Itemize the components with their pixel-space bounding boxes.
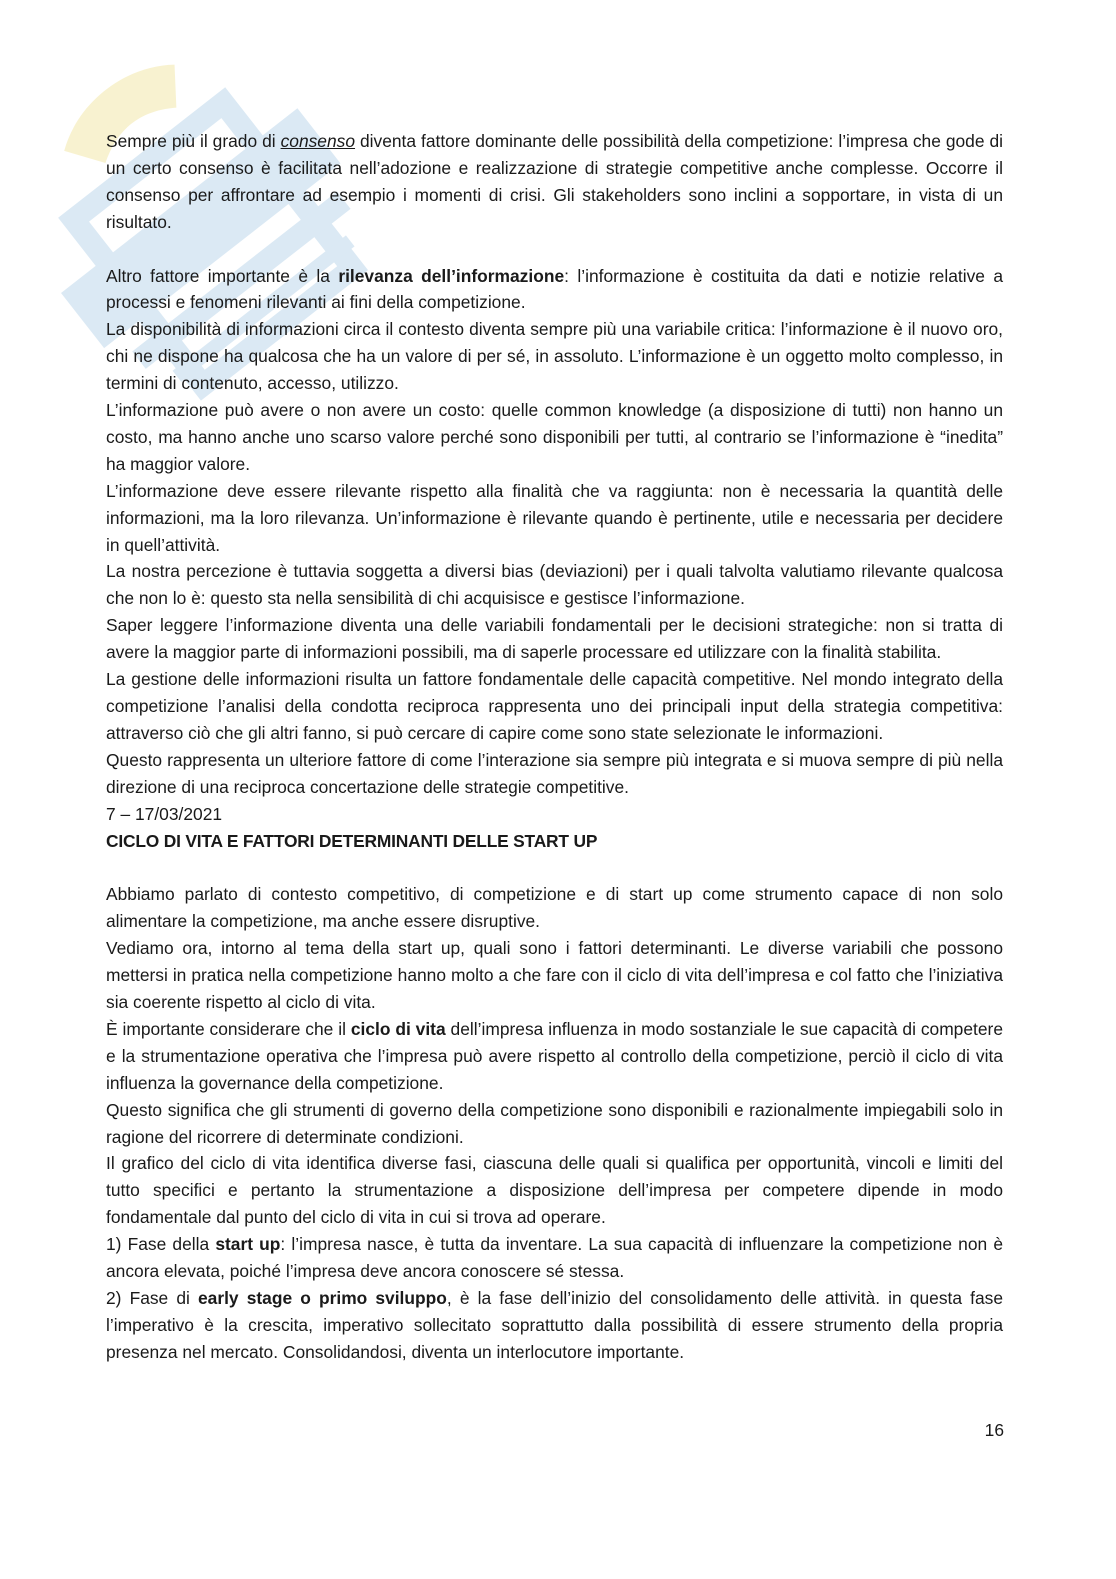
paragraph-contesto: Abbiamo parlato di contesto competitivo, di competizione e di start up come strumento capace di non solo alimentare la competizione, ma anche essere disruptive. [106, 884, 1003, 932]
paragraph-costo: L’informazione può avere o non avere un costo: quelle common knowledge (a disposizione di tutti) non hanno un costo, ma hanno anche uno scarso valore perché sono disponibili per tutti, al contrario se l’informazione è “inedita” ha maggior valore. [106, 400, 1003, 474]
paragraph-saper-leggere: Saper leggere l’informazione diventa una delle variabili fondamentali per le decisioni strategiche: non si tratta di avere la maggior parte di informazioni possibili, ma di saperle processare ed utilizzare con la finalità stabilita. [106, 615, 1003, 663]
term-consenso: consenso [280, 131, 356, 151]
paragraph-rilevanza: Altro fattore importante è la rilevanza dell’informazione: l’informazione è costituita da dati e notizie relative a processi e fenomeni rilevanti ai fini della competizione. [106, 265, 1003, 313]
paragraph-strumenti: Questo significa che gli strumenti di governo della competizione sono disponibili e razionalmente impiegabili solo in ragione del ricorrere di determinate condizioni. [106, 1099, 1003, 1147]
page-number: 16 [984, 1420, 1004, 1440]
paragraph-interazione: Questo rappresenta un ulteriore fattore di come l’interazione sia sempre più integrata e si muova sempre di più nella direzione di una reciproca concertazione delle strategie competitive. [106, 749, 1003, 797]
paragraph-grafico: Il grafico del ciclo di vita identifica diverse fasi, ciascuna delle quali si qualifica per opportunità, vincoli e limiti del tutto specifici e pertanto la strumentazione a disposizione dell’impresa per competere dipende in modo fondamentale dal punto del ciclo di vita in cui si trova ad operare. [106, 1153, 1003, 1228]
term-early-stage: early stage o primo sviluppo [197, 1287, 447, 1308]
term-start-up: start up [215, 1234, 281, 1255]
paragraph-finalita: L’informazione deve essere rilevante rispetto alla finalità che va raggiunta: non è necessaria la quantità delle informazioni, ma la loro rilevanza. Un’informazione è rilevante quando è pertinente, utile e necessaria per decidere in quell’attività. [106, 480, 1003, 555]
paragraph-fase-start-up: 1) Fase della start up: l’impresa nasce, è tutta da inventare. La sua capacità di influenzare la competizione non è ancora elevata, poiché l’impresa deve ancora conoscere sé stessa. [106, 1234, 1003, 1282]
lecture-date: 7 – 17/03/2021 [106, 803, 223, 824]
term-rilevanza-informazione: rilevanza dell’informazione [338, 265, 565, 286]
paragraph-disponibilita: La disponibilità di informazioni circa il contesto diventa sempre più una variabile critica: l’informazione è il nuovo oro, chi ne dispone ha qualcosa che ha un valore di per sé, in assoluto. L’informazione è un oggetto molto complesso, in termini di contenuto, accesso, utilizzo. [106, 319, 1003, 394]
term-ciclo-di-vita: ciclo di vita [350, 1018, 446, 1039]
section-heading: CICLO DI VITA E FATTORI DETERMINANTI DELLE START UP [106, 830, 598, 851]
paragraph-fase-early-stage: 2) Fase di early stage o primo sviluppo, è la fase dell’inizio del consolidamento delle attività. in questa fase l’imperativo è la crescita, imperativo sollecitato soprattutto dalla possibilità di essere strumento della propria presenza nel mercato. Consolidandosi, diventa un interlocutore importante. [106, 1287, 1003, 1362]
paragraph-bias: La nostra percezione è tuttavia soggetta a diversi bias (deviazioni) per i quali talvolta valutiamo rilevante qualcosa che non lo è: questo sta nella sensibilità di chi acquisisce e gestisce l’informazione. [106, 561, 1003, 609]
document-body [106, 128, 1003, 1366]
paragraph-fattori: Vediamo ora, intorno al tema della start up, quali sono i fattori determinanti. Le diverse variabili che possono mettersi in pratica nella competizione hanno molto a che fare con il ciclo di vita dell’impresa e col fatto che l’iniziativa sia coerente rispetto al ciclo di vita. [106, 938, 1003, 1012]
paragraph-gestione: La gestione delle informazioni risulta un fattore fondamentale delle capacità competitive. Nel mondo integrato della competizione l’analisi della condotta reciproca rappresenta uno dei principali input della strategia competitiva: attraverso ciò che gli altri fanno, si può cercare di capire come sono state selezionate le informazioni. [106, 669, 1003, 743]
paragraph-consenso: Sempre più il grado di consenso diventa fattore dominante delle possibilità della competizione: l’impresa che gode di un certo consenso è facilitata nell’adozione e realizzazione di strategie competitive anche complesse. Occorre il consenso per affrontare ad esempio i momenti di crisi. Gli stakeholders sono inclini a sopportare, in vista di un risultato. [106, 131, 1004, 232]
paragraph-ciclo-vita: È importante considerare che il ciclo di vita dell’impresa influenza in modo sostanziale le sue capacità di competere e la strumentazione operativa che l’impresa può avere rispetto al controllo della competizione, perciò il ciclo di vita influenza la governance della competizione. [106, 1018, 1003, 1093]
